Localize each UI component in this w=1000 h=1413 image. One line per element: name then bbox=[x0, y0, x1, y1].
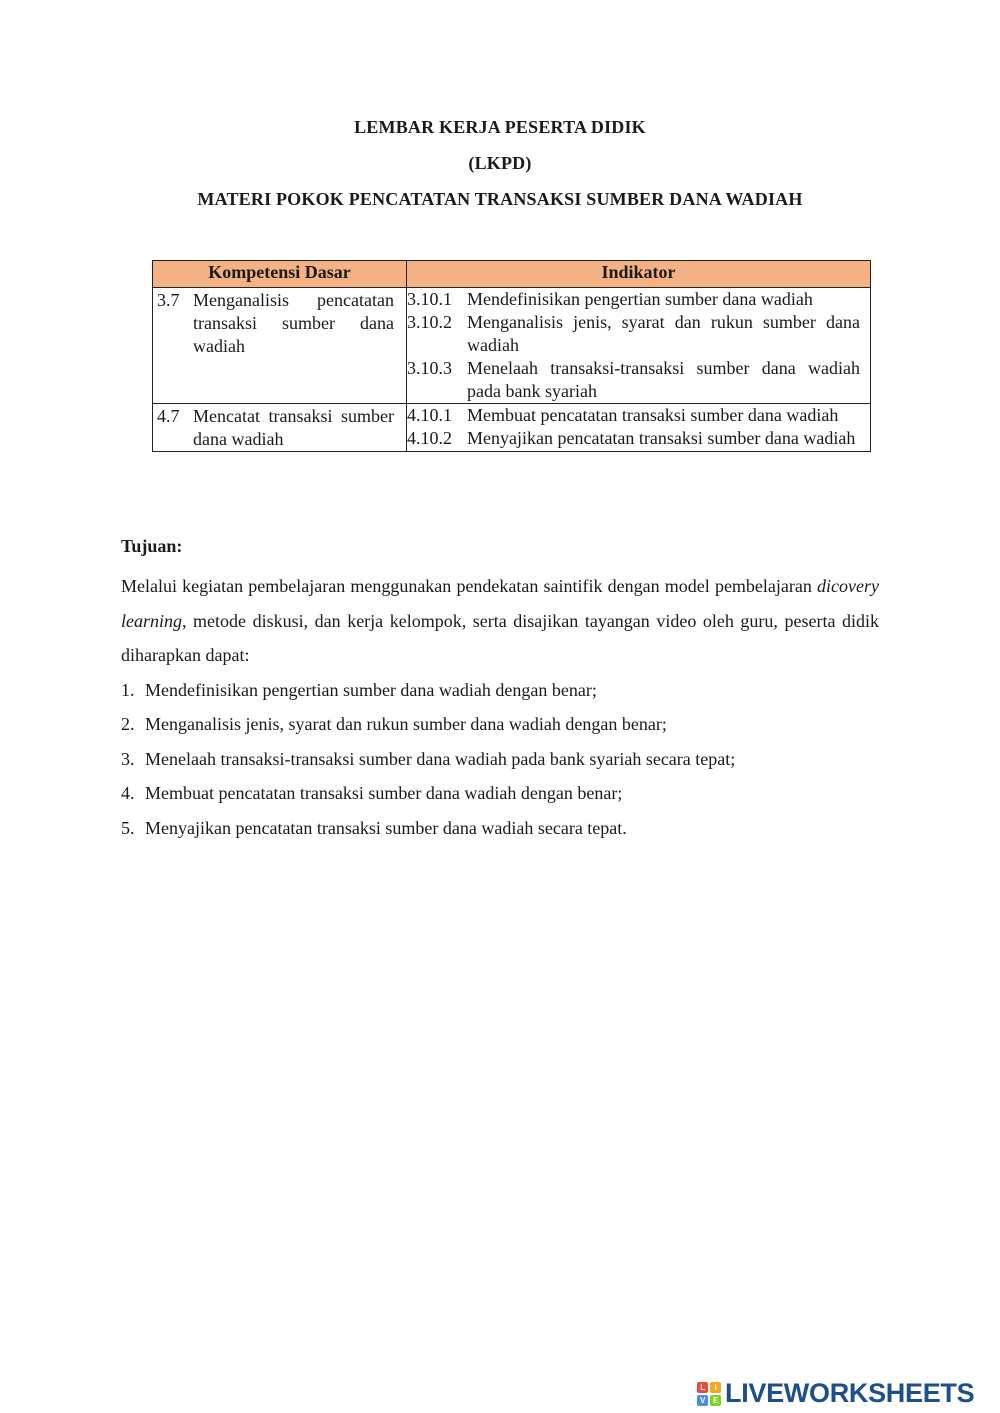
indicator-item bbox=[407, 288, 870, 311]
kd-cell bbox=[153, 288, 407, 404]
list-number: 4. bbox=[121, 783, 135, 803]
indicator-text: Menelaah transaksi-transaksi sumber dana wadiah pada bank syariah bbox=[467, 358, 860, 401]
liveworksheets-logo-icon bbox=[697, 1382, 721, 1406]
indicator-cell bbox=[407, 288, 871, 404]
logo-tile: V bbox=[697, 1395, 708, 1406]
tujuan-paragraph bbox=[121, 569, 879, 673]
indicator-number: 4.10.1 bbox=[407, 405, 452, 425]
paragraph-italic-term: dicovery learning bbox=[121, 576, 879, 631]
indicator-text: Menyajikan pencatatan transaksi sumber dana wadiah bbox=[467, 428, 856, 448]
list-item bbox=[121, 811, 879, 846]
paragraph-text-start: Melalui kegiatan pembelajaran menggunakan pendekatan saintifik dengan model pembelajaran bbox=[121, 576, 818, 596]
indicator-number: 3.10.2 bbox=[407, 312, 452, 332]
paragraph-text-end: , metode diskusi, dan kerja kelompok, serta disajikan tayangan video oleh guru, peserta didik diharapkan dapat: bbox=[121, 610, 879, 665]
kd-number: 3.7 bbox=[157, 290, 180, 310]
liveworksheets-watermark[interactable] bbox=[697, 1378, 974, 1409]
list-number: 3. bbox=[121, 748, 135, 769]
kd-text: Menganalisis pencatatan transaksi sumber dana wadiah bbox=[193, 290, 394, 356]
document-header bbox=[0, 118, 1000, 226]
watermark-text: LIVEWORKSHEETS bbox=[725, 1378, 975, 1408]
title-line-2: (LKPD) bbox=[468, 153, 532, 173]
logo-tile: I bbox=[710, 1382, 721, 1393]
indicator-item bbox=[407, 404, 870, 427]
indicator-item bbox=[407, 311, 870, 357]
tujuan-section bbox=[121, 535, 879, 845]
list-text: Membuat pencatatan transaksi sumber dana wadiah dengan benar; bbox=[145, 783, 623, 803]
table-header-row bbox=[153, 261, 871, 288]
list-text: Menganalisis jenis, syarat dan rukun sumber dana wadiah dengan benar; bbox=[145, 714, 667, 734]
kd-cell bbox=[153, 404, 407, 452]
indicator-number: 3.10.1 bbox=[407, 289, 452, 309]
kd-number: 4.7 bbox=[157, 406, 180, 426]
logo-tile: L bbox=[697, 1382, 708, 1393]
list-number: 2. bbox=[121, 714, 135, 734]
list-item bbox=[121, 707, 879, 742]
indicator-number: 3.10.3 bbox=[407, 358, 452, 378]
header-kompetensi-dasar: Kompetensi Dasar bbox=[153, 261, 407, 288]
list-number: 5. bbox=[121, 817, 135, 838]
list-text: Menyajikan pencatatan transaksi sumber dana wadiah secara tepat. bbox=[145, 817, 627, 838]
list-item bbox=[121, 776, 879, 811]
competency-table bbox=[152, 260, 871, 452]
header-indikator: Indikator bbox=[407, 261, 871, 288]
indicator-text: Menganalisis jenis, syarat dan rukun sumber dana wadiah bbox=[467, 312, 860, 355]
tujuan-heading: Tujuan: bbox=[121, 536, 183, 556]
title-line-1: LEMBAR KERJA PESERTA DIDIK bbox=[354, 117, 646, 137]
indicator-item bbox=[407, 427, 870, 450]
table-row bbox=[153, 404, 871, 452]
logo-tile: E bbox=[710, 1395, 721, 1406]
indicator-text: Mendefinisikan pengertian sumber dana wadiah bbox=[467, 289, 813, 309]
list-number: 1. bbox=[121, 679, 135, 700]
list-text: Mendefinisikan pengertian sumber dana wadiah dengan benar; bbox=[145, 679, 597, 700]
indicator-item bbox=[407, 357, 870, 403]
goals-list bbox=[121, 673, 879, 846]
indicator-cell bbox=[407, 404, 871, 452]
list-item bbox=[121, 673, 879, 708]
list-text: Menelaah transaksi-transaksi sumber dana wadiah pada bank syariah secara tepat; bbox=[145, 748, 736, 769]
indicator-number: 4.10.2 bbox=[407, 428, 452, 448]
kd-text: Mencatat transaksi sumber dana wadiah bbox=[193, 406, 394, 449]
table-row bbox=[153, 288, 871, 404]
indicator-text: Membuat pencatatan transaksi sumber dana wadiah bbox=[467, 405, 839, 425]
list-item bbox=[121, 742, 879, 777]
title-line-3: MATERI POKOK PENCATATAN TRANSAKSI SUMBER DANA WADIAH bbox=[197, 189, 803, 209]
